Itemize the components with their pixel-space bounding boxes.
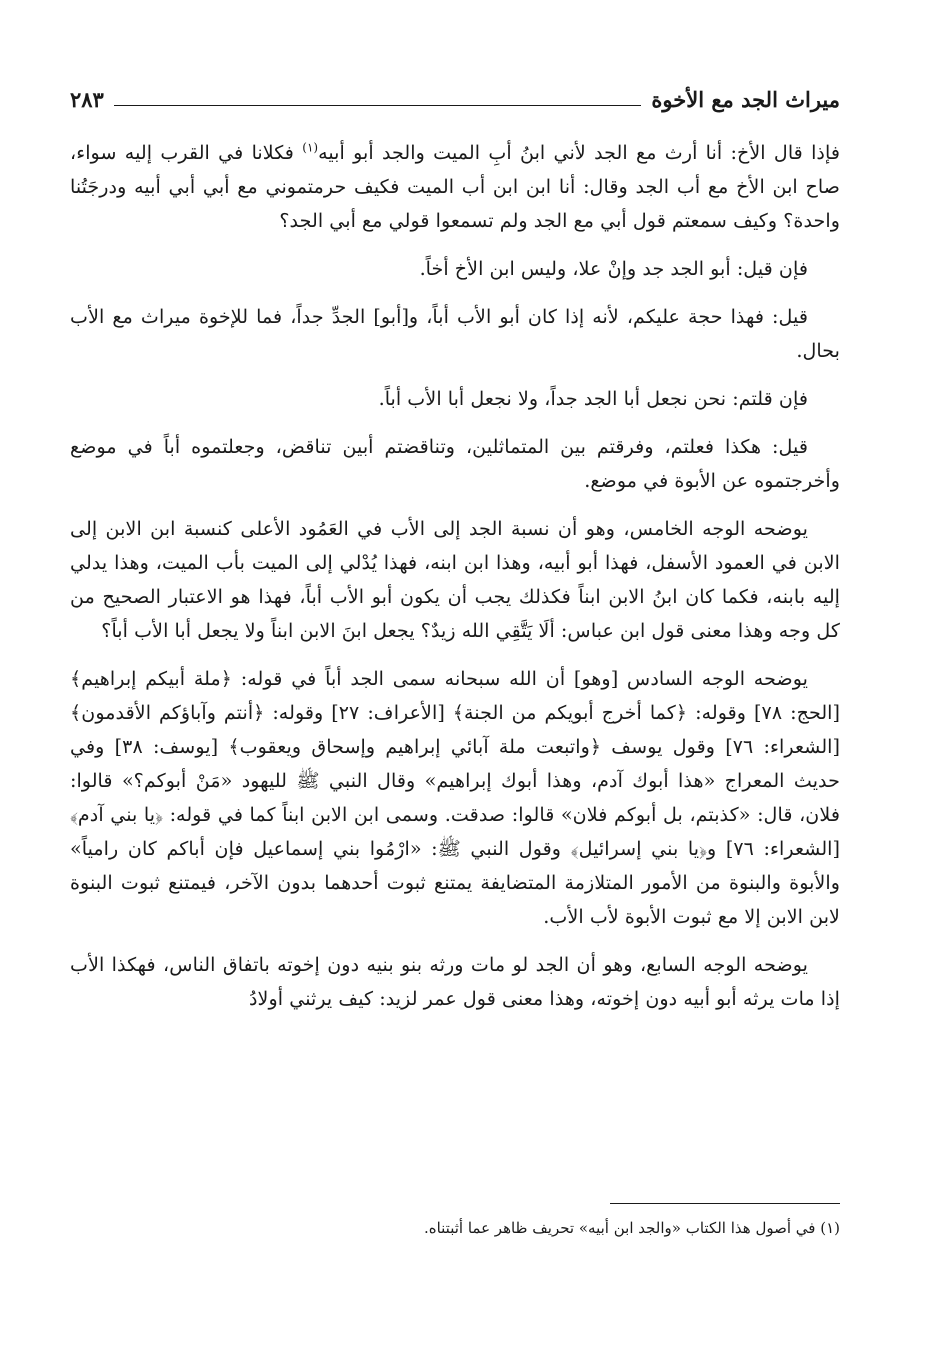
footnote-separator	[610, 1203, 840, 1204]
book-page	[70, 78, 840, 1348]
running-title: ميراث الجد مع الأخوة	[651, 87, 840, 112]
paragraph-5: قيل: هكذا فعلتم، وفرقتم بين المتماثلين، وتناقضتم أبين تناقض، وجعلتموه أباً في موضع وأخرجتموه عن الأبوة في موضع.	[70, 435, 840, 492]
paragraph-1-text: فإذا قال الأخ: أنا أرث مع الجد لأني ابنُ أبِ الميت والجد أبو أبيه	[318, 141, 840, 164]
running-header	[70, 78, 840, 118]
paragraph-4: فإن قلتم: نحن نجعل أبا الجد جداً، ولا نجعل أبا الأب أباً.	[378, 387, 808, 410]
paragraph-1-text-after: فكلانا في القرب إليه سواء، صاح ابن الأخ مع أب الجد وقال: أنا ابن ابن أب الميت فكيف حرمتموني مع أبي أبي أبيه ودرجَتُنا واحدة؟ وكيف سمعتم قول أبي مع الجد ولم تسمعوا قولي مع أبي الجد؟	[70, 141, 840, 232]
paragraph-7: يوضحه الوجه السادس [وهو] أن الله سبحانه سمى الجد أباً في قوله: ﴿ملة أبيكم إبراهيم﴾ [الحج: ٧٨] وقوله: ﴿كما أخرج أبويكم من الجنة﴾ [الأعراف: ٢٧] وقوله: ﴿أنتم وآباؤكم الأقدمون﴾ [الشعراء: ٧٦] وقول يوسف ﴿واتبعت ملة آبائي إبراهيم وإسحاق ويعقوب﴾ [يوسف: ٣٨] وفي حديث المعراج «هذا أبوك آدم، وهذا أبوك إبراهيم» وقال النبي ﷺ لليهود «مَنْ أبوكم؟» قالوا: فلان، قال: «كذبتم، بل أبوكم فلان» قالوا: صدقت. وسمى ابن الابن ابناً كما في قوله: ﴿يا بني آدم﴾ [الشعراء: ٧٦] و﴿يا بني إسرائيل﴾ وقول النبي ﷺ: «ارْمُوا بني إسماعيل فإن أباكم كان رامياً» والأبوة والبنوة من الأمور المتلازمة المتضايفة يمتنع ثبوت أحدهما بدون الآخر، فيمتنع ثبوت البنوة لابن الابن إلا مع ثبوت الأبوة لأب الأب.	[70, 667, 840, 928]
footnote: (١) في أصول هذا الكتاب «والجد ابن أبيه» تحريف ظاهر عما أثبتناه.	[423, 1219, 840, 1237]
paragraph-2: فإن قيل: أبو الجد جد وإنْ علا، وليس ابن الأخ أخاً.	[419, 257, 808, 280]
main-text	[70, 136, 840, 1016]
paragraph-6: يوضحه الوجه الخامس، وهو أن نسبة الجد إلى الأب في العَمُود الأعلى كنسبة ابن الابن إلى الابن في العمود الأسفل، فهذا أبو أبيه، وهذا ابن ابنه، فهذا يُدْلي إلى الميت بأب الميت، وهذا يدلي إليه بابنه، فكما كان ابنُ الابن ابناً فكذلك يجب أن يكون أبو الأب أباً، فهذا هو الاعتبار الصحيح من كل وجه وهذا معنى قول ابن عباس: ألَا يَتَّقِي الله زيدٌ؟ يجعل ابنَ الابن ابناً ولا يجعل أبا الأب أباً؟	[70, 517, 840, 642]
paragraph-1	[70, 136, 840, 238]
paragraph-8: يوضحه الوجه السابع، وهو أن الجد لو مات ورثه بنو بنيه دون إخوته باتفاق الناس، فهكذا الأب إذا مات يرثه أبو أبيه دون إخوته، وهذا معنى قول عمر لزيد: كيف يرثني أولادُ	[70, 953, 840, 1010]
paragraph-3: قيل: فهذا حجة عليكم، لأنه إذا كان أبو الأب أباً، و[أبو] الجدِّ جداً، فما للإخوة ميراث مع الأب بحال.	[70, 305, 840, 362]
page-number: ٢٨٣	[70, 87, 104, 112]
footnote-reference[interactable]: (١)	[302, 140, 319, 155]
header-rule	[114, 105, 642, 106]
